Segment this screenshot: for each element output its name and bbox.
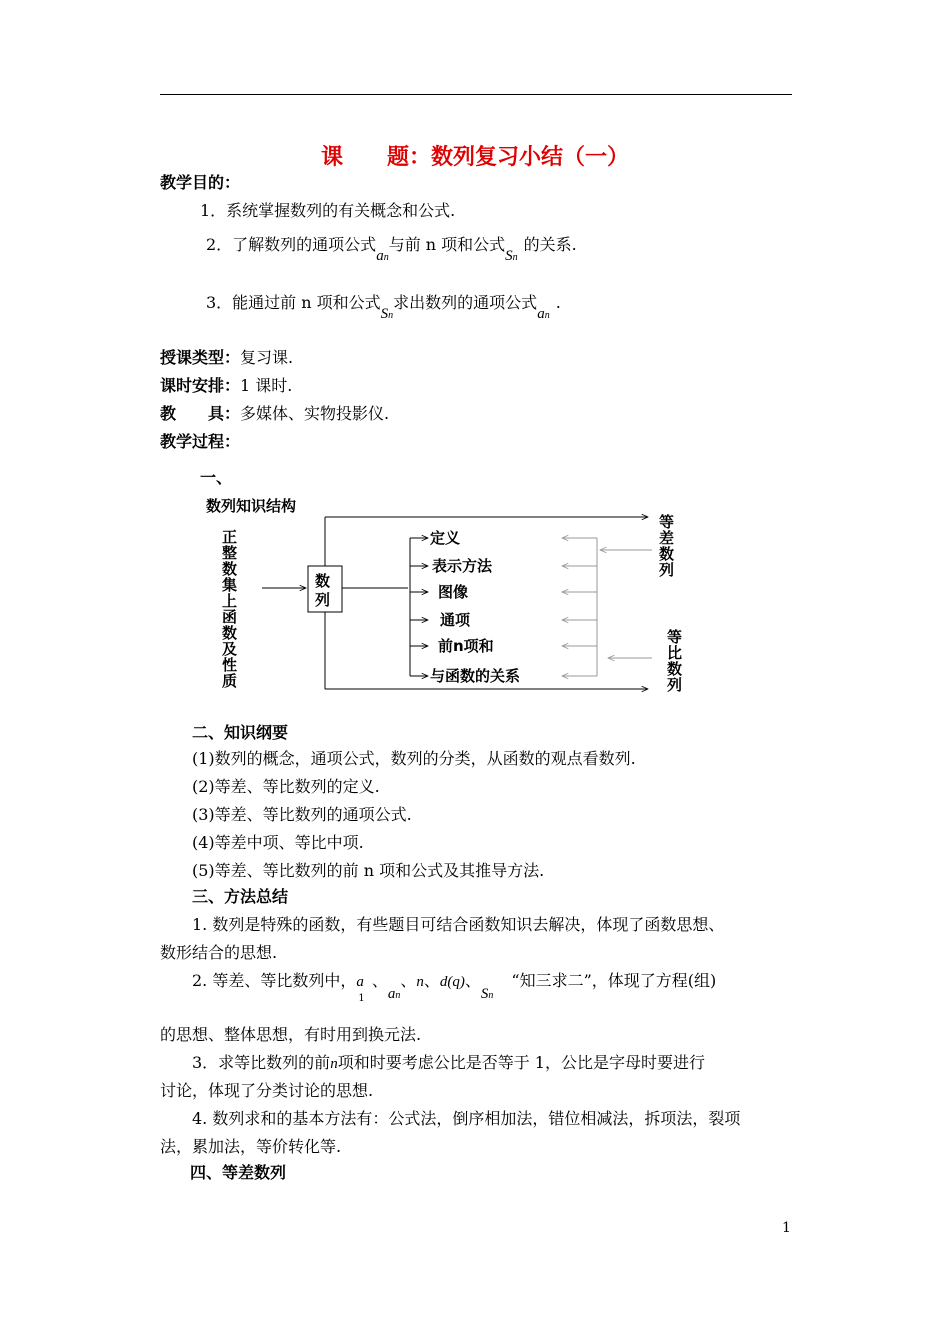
left-vertical-label bbox=[222, 528, 237, 690]
center-char: 列 bbox=[315, 591, 331, 609]
lesson-type: 授课类型：复习课. bbox=[160, 348, 294, 367]
left-char: 整 bbox=[222, 544, 238, 562]
item-graph: 图像 bbox=[438, 583, 469, 601]
center-char: 数 bbox=[315, 572, 331, 590]
method-2-line-1: 2. 等差、等比数列中，a 1 、an、n、d(q)、Sn“知三求二”，体现了方程(组) bbox=[192, 971, 717, 1004]
geometric-sequence-label bbox=[667, 628, 682, 694]
arith-char: 数 bbox=[659, 545, 675, 563]
geo-char: 数 bbox=[667, 660, 683, 678]
method-3-line-1: 3．求等比数列的前n项和时要考虑公比是否等于 1，公比是字母时要进行 bbox=[192, 1053, 705, 1072]
arith-char: 列 bbox=[659, 561, 675, 579]
item-representation: 表示方法 bbox=[432, 557, 493, 575]
method-1-line-1: 1. 数列是特殊的函数，有些题目可结合函数知识去解决，体现了函数思想、 bbox=[192, 915, 725, 934]
left-char: 上 bbox=[222, 592, 238, 610]
lesson-tools: 教 具：多媒体、实物投影仪. bbox=[160, 404, 390, 423]
objective-2: 2．了解数列的通项公式an与前 n 项和公式Sn的关系. bbox=[206, 235, 577, 264]
item-function-relation: 与函数的关系 bbox=[430, 667, 521, 685]
method-4-line-2: 法，累加法，等价转化等. bbox=[160, 1137, 342, 1156]
diagram-title: 数列知识结构 bbox=[206, 497, 297, 515]
outline-item: (2)等差、等比数列的定义. bbox=[192, 777, 380, 796]
objective-3: 3．能通过前 n 项和公式Sn求出数列的通项公式an. bbox=[206, 293, 561, 322]
item-arrows bbox=[410, 538, 428, 676]
geo-char: 等 bbox=[667, 628, 683, 646]
method-1-line-2: 数形结合的思想. bbox=[160, 943, 278, 962]
left-char: 函 bbox=[222, 608, 238, 626]
left-char: 质 bbox=[222, 672, 238, 690]
left-char: 及 bbox=[222, 640, 238, 658]
left-char: 性 bbox=[222, 656, 238, 674]
outline-item: (4)等差中项、等比中项. bbox=[192, 833, 364, 852]
method-2-line-2: 的思想、整体思想，有时用到换元法. bbox=[160, 1025, 422, 1044]
outline-item: (3)等差、等比数列的通项公式. bbox=[192, 805, 412, 824]
objectives-heading: 教学目的： bbox=[160, 173, 241, 192]
item-definition: 定义 bbox=[430, 529, 461, 547]
left-char: 数 bbox=[222, 560, 238, 578]
method-4-line-1: 4. 数列求和的基本方法有：公式法，倒序相加法，错位相减法，拆项法，裂项 bbox=[192, 1109, 741, 1128]
section-4-heading: 四、等差数列 bbox=[190, 1163, 287, 1182]
left-char: 集 bbox=[222, 576, 238, 594]
objective-1: 1．系统掌握数列的有关概念和公式. bbox=[200, 201, 456, 220]
item-partial-sum: 前n项和 bbox=[438, 637, 494, 655]
arith-char: 等 bbox=[659, 513, 675, 531]
section-2-heading: 二、知识纲要 bbox=[192, 723, 289, 742]
geo-char: 比 bbox=[667, 644, 683, 662]
arith-char: 差 bbox=[659, 529, 675, 547]
right-bracket-arrows bbox=[562, 538, 597, 676]
page-title: 课 题：数列复习小结（一） bbox=[320, 145, 629, 170]
item-general-term: 通项 bbox=[440, 611, 471, 629]
outline-item: (1)数列的概念，通项公式，数列的分类，从函数的观点看数列. bbox=[192, 749, 636, 768]
arithmetic-sequence-label bbox=[659, 513, 674, 579]
left-char: 正 bbox=[222, 528, 238, 546]
section-3-heading: 三、方法总结 bbox=[192, 887, 289, 906]
geo-char: 列 bbox=[667, 676, 683, 694]
page-number: 1 bbox=[782, 1220, 791, 1236]
section-1-heading: 一、 bbox=[200, 468, 233, 487]
method-3-line-2: 讨论，体现了分类讨论的思想. bbox=[160, 1081, 374, 1100]
lesson-time: 课时安排：1 课时. bbox=[160, 376, 293, 395]
outline-item: (5)等差、等比数列的前 n 项和公式及其推导方法. bbox=[192, 861, 545, 880]
teaching-process-label: 教学过程： bbox=[160, 432, 241, 451]
left-char: 数 bbox=[222, 624, 238, 642]
